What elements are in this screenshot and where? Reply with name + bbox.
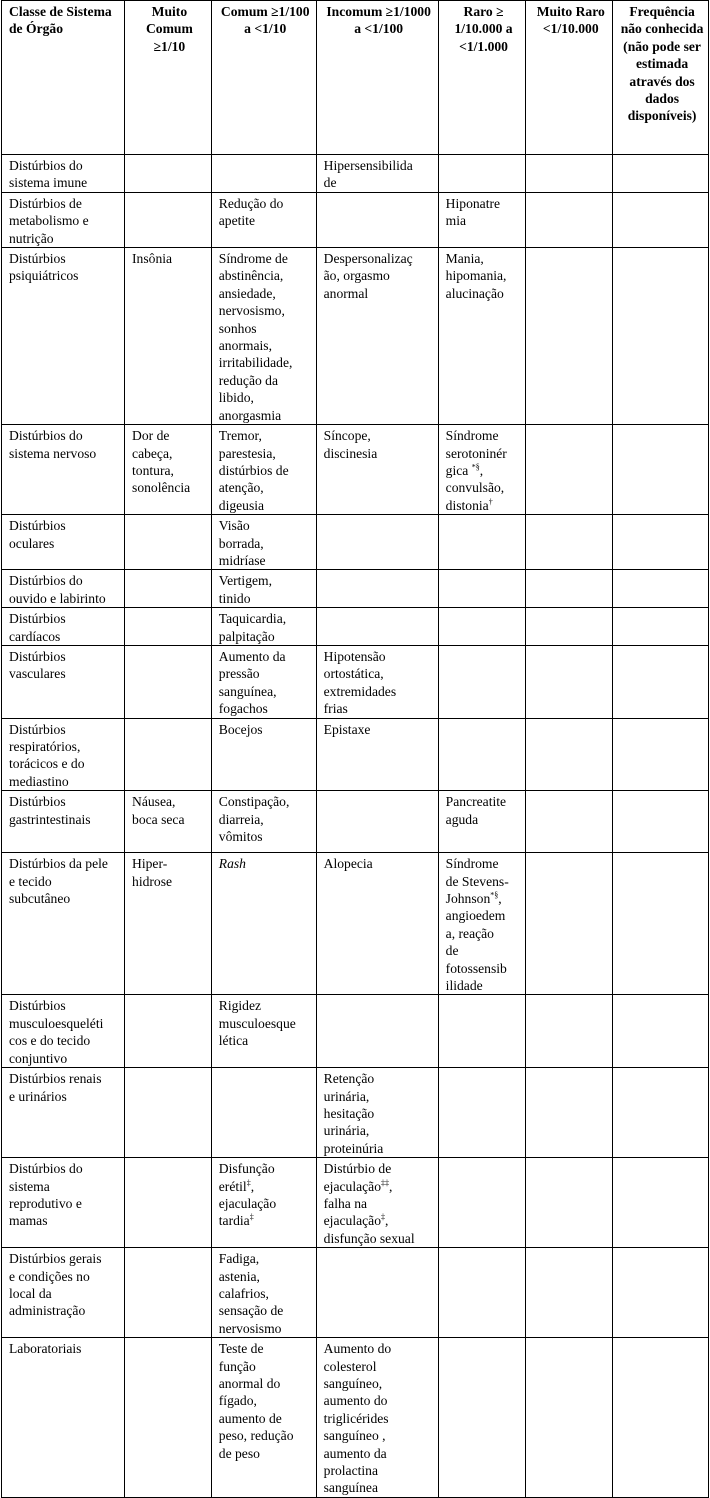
common-cell <box>211 1068 316 1158</box>
cell-text: Taquicardia, palpitação <box>218 611 287 644</box>
organ-class-cell <box>2 1068 125 1158</box>
header-label: Classe de Sistema de Órgão <box>9 4 112 37</box>
cell-text: Insônia <box>132 251 173 267</box>
cell-text: Distúrbio de ejaculação‡‡, falha na ejaculação‡, disfunção sexual <box>323 1161 415 1246</box>
organ-class-cell <box>2 995 125 1068</box>
unknown-frequency-cell <box>613 248 709 425</box>
uncommon-cell <box>316 155 438 193</box>
header-label: Comum ≥1/100 a <1/10 <box>220 4 310 37</box>
very-common-cell <box>125 1248 212 1338</box>
table-row <box>2 1068 709 1158</box>
very-common-cell <box>125 1158 212 1248</box>
organ-class-cell <box>2 155 125 193</box>
organ-class-cell <box>2 1338 125 1498</box>
rare-cell <box>438 791 526 853</box>
very-common-cell <box>125 1068 212 1158</box>
common-cell <box>211 570 316 608</box>
rare-cell <box>438 570 526 608</box>
rare-cell <box>438 718 526 791</box>
cell-text: Hiper- hidrose <box>132 856 173 889</box>
common-cell <box>211 608 316 646</box>
cell-text: Constipação, diarreia, vômitos <box>218 794 290 845</box>
uncommon-cell <box>316 1248 438 1338</box>
organ-class-cell <box>2 515 125 570</box>
cell-text: Distúrbios oculares <box>9 518 66 551</box>
very-common-cell <box>125 853 212 995</box>
rare-cell <box>438 995 526 1068</box>
uncommon-cell <box>316 1158 438 1248</box>
common-cell <box>211 791 316 853</box>
rare-cell <box>438 608 526 646</box>
very-common-cell <box>125 425 212 515</box>
table-row <box>2 853 709 995</box>
table-row <box>2 1248 709 1338</box>
cell-text: Vertigem, tinido <box>218 573 272 606</box>
cell-text: Síndrome de Stevens- Johnson*§, angioedem a, reação de fotossensib ilidade <box>445 856 509 994</box>
very-rare-cell <box>526 1248 613 1338</box>
cell-text: Distúrbios vasculares <box>9 648 66 682</box>
header-label: Frequência não conhecida (não pode ser estimada através dos dados disponíveis) <box>620 4 704 124</box>
header-label: Muito Raro <1/10.000 <box>536 4 605 37</box>
table-row <box>2 608 709 646</box>
cell-text: Dor de cabeça, tontura, sonolência <box>132 428 191 496</box>
cell-text: Distúrbios do ouvido e labirinto <box>9 573 106 606</box>
uncommon-cell <box>316 645 438 718</box>
very-rare-cell <box>526 248 613 425</box>
very-common-cell <box>125 645 212 718</box>
cell-text: Visão borrada, midríase <box>218 518 266 568</box>
adverse-reactions-table <box>1 0 709 1498</box>
cell-text: Teste de função anormal do fígado, aumento de peso, redução de peso <box>218 1341 294 1461</box>
uncommon-cell <box>316 1338 438 1498</box>
cell-text: Aumento da pressão sanguínea, fogachos <box>218 648 286 717</box>
header-row <box>2 1 709 155</box>
very-common-cell <box>125 791 212 853</box>
cell-text: Síncope, discinesia <box>323 428 378 461</box>
unknown-frequency-cell <box>613 718 709 791</box>
unknown-frequency-cell <box>613 155 709 193</box>
uncommon-cell <box>316 791 438 853</box>
very-rare-cell <box>526 192 613 247</box>
very-rare-cell <box>526 718 613 791</box>
header-organ-class <box>2 1 125 155</box>
uncommon-cell <box>316 425 438 515</box>
very-rare-cell <box>526 155 613 193</box>
very-common-cell <box>125 718 212 791</box>
rare-cell <box>438 1338 526 1498</box>
cell-text: Despersonalizaç ão, orgasmo anormal <box>323 251 413 301</box>
common-cell <box>211 995 316 1068</box>
common-cell <box>211 425 316 515</box>
very-rare-cell <box>526 608 613 646</box>
cell-text: Distúrbios de metabolismo e nutrição <box>9 195 89 246</box>
cell-text: Rash <box>218 856 246 872</box>
cell-text: Síndrome de abstinência, ansiedade, nervosismo, sonhos anormais, irritabilidade, redução da libido, anorgasmia <box>218 251 293 423</box>
organ-class-cell <box>2 853 125 995</box>
table-row <box>2 995 709 1068</box>
very-common-cell <box>125 155 212 193</box>
very-common-cell <box>125 1338 212 1498</box>
cell-text: Distúrbios renais e urinários <box>9 1071 102 1104</box>
organ-class-cell <box>2 718 125 791</box>
organ-class-cell <box>2 791 125 853</box>
uncommon-cell <box>316 995 438 1068</box>
cell-text: Distúrbios gerais e condições no local da administração <box>9 1251 102 1319</box>
table-row <box>2 718 709 791</box>
cell-text: Hipotensão ortostática, extremidades frias <box>323 648 397 717</box>
rare-cell <box>438 155 526 193</box>
very-rare-cell <box>526 570 613 608</box>
table-row <box>2 515 709 570</box>
table-row <box>2 248 709 425</box>
organ-class-cell <box>2 425 125 515</box>
cell-text: Disfunção erétil‡, ejaculação tardia‡ <box>218 1161 277 1229</box>
header-label: Incomum ≥1/1000 a <1/100 <box>326 4 431 37</box>
unknown-frequency-cell <box>613 853 709 995</box>
uncommon-cell <box>316 1068 438 1158</box>
common-cell <box>211 718 316 791</box>
organ-class-cell <box>2 192 125 247</box>
uncommon-cell <box>316 853 438 995</box>
common-cell <box>211 192 316 247</box>
uncommon-cell <box>316 515 438 570</box>
rare-cell <box>438 192 526 247</box>
cell-text: Fadiga, astenia, calafrios, sensação de nervosismo <box>218 1251 284 1336</box>
very-rare-cell <box>526 995 613 1068</box>
very-rare-cell <box>526 515 613 570</box>
table-row <box>2 425 709 515</box>
cell-text: Pancreatite aguda <box>445 794 507 827</box>
table-row <box>2 192 709 247</box>
very-common-cell <box>125 995 212 1068</box>
cell-text: Distúrbios cardíacos <box>9 611 66 644</box>
cell-text: Náusea, boca seca <box>132 794 185 827</box>
table-body <box>2 155 709 1498</box>
unknown-frequency-cell <box>613 1338 709 1498</box>
cell-text: Distúrbios musculoesqueléti cos e do tecido conjuntivo <box>9 998 104 1066</box>
cell-text: Tremor, parestesia, distúrbios de atenção, digeusia <box>218 428 289 513</box>
cell-text: Distúrbios do sistema reprodutivo e mamas <box>9 1161 83 1229</box>
organ-class-cell <box>2 608 125 646</box>
header-common <box>211 1 316 155</box>
cell-text: Laboratoriais <box>9 1341 82 1357</box>
header-unknown-frequency <box>613 1 709 155</box>
very-rare-cell <box>526 1338 613 1498</box>
rare-cell <box>438 853 526 995</box>
unknown-frequency-cell <box>613 1158 709 1248</box>
rare-cell <box>438 248 526 425</box>
table-row <box>2 791 709 853</box>
table-row <box>2 1338 709 1498</box>
organ-class-cell <box>2 1158 125 1248</box>
header-label: Muito Comum ≥1/10 <box>145 4 193 54</box>
very-rare-cell <box>526 425 613 515</box>
cell-text: Distúrbios da pele e tecido subcutâneo <box>9 856 108 907</box>
rare-cell <box>438 1248 526 1338</box>
common-cell <box>211 1248 316 1338</box>
rare-cell <box>438 425 526 515</box>
cell-text: Redução do apetite <box>218 195 284 229</box>
very-rare-cell <box>526 645 613 718</box>
table-row <box>2 155 709 193</box>
rare-cell <box>438 1068 526 1158</box>
very-common-cell <box>125 192 212 247</box>
cell-text: Aumento do colesterol sanguíneo, aumento do triglicérides sanguíneo , aumento da prolactina sanguínea <box>323 1341 392 1496</box>
very-rare-cell <box>526 853 613 995</box>
rare-cell <box>438 1158 526 1248</box>
very-common-cell <box>125 608 212 646</box>
cell-text: Epistaxe <box>323 721 371 737</box>
unknown-frequency-cell <box>613 515 709 570</box>
unknown-frequency-cell <box>613 995 709 1068</box>
unknown-frequency-cell <box>613 1068 709 1158</box>
table-row <box>2 645 709 718</box>
cell-text: Distúrbios do sistema imune <box>9 158 88 191</box>
cell-text: Distúrbios do sistema nervoso <box>9 428 97 461</box>
uncommon-cell <box>316 570 438 608</box>
unknown-frequency-cell <box>613 425 709 515</box>
header-label: Raro ≥ 1/10.000 a <1/1.000 <box>454 4 513 54</box>
very-common-cell <box>125 570 212 608</box>
uncommon-cell <box>316 248 438 425</box>
organ-class-cell <box>2 248 125 425</box>
very-common-cell <box>125 248 212 425</box>
unknown-frequency-cell <box>613 1248 709 1338</box>
cell-text: Distúrbios gastrintestinais <box>9 794 91 827</box>
common-cell <box>211 645 316 718</box>
cell-text: Síndrome serotoninér gica *§, convulsão, distonia† <box>445 428 507 513</box>
rare-cell <box>438 515 526 570</box>
common-cell <box>211 515 316 570</box>
organ-class-cell <box>2 570 125 608</box>
cell-text: Bocejos <box>218 721 263 737</box>
header-very-rare <box>526 1 613 155</box>
cell-text: Retenção urinária, hesitação urinária, proteinúria <box>323 1071 384 1156</box>
unknown-frequency-cell <box>613 645 709 718</box>
common-cell <box>211 155 316 193</box>
header-very-common <box>125 1 212 155</box>
uncommon-cell <box>316 192 438 247</box>
very-rare-cell <box>526 1068 613 1158</box>
table-row <box>2 570 709 608</box>
unknown-frequency-cell <box>613 570 709 608</box>
uncommon-cell <box>316 608 438 646</box>
common-cell <box>211 1158 316 1248</box>
very-common-cell <box>125 515 212 570</box>
unknown-frequency-cell <box>613 608 709 646</box>
common-cell <box>211 1338 316 1498</box>
common-cell <box>211 853 316 995</box>
header-rare <box>438 1 526 155</box>
header-uncommon <box>316 1 438 155</box>
unknown-frequency-cell <box>613 791 709 853</box>
cell-text: Rigidez musculoesque lética <box>218 998 296 1049</box>
unknown-frequency-cell <box>613 192 709 247</box>
common-cell <box>211 248 316 425</box>
uncommon-cell <box>316 718 438 791</box>
cell-text: Alopecia <box>323 856 373 872</box>
organ-class-cell <box>2 645 125 718</box>
rare-cell <box>438 645 526 718</box>
cell-text: Mania, hipomania, alucinação <box>445 251 507 301</box>
cell-text: Distúrbios psiquiátricos <box>9 251 79 284</box>
cell-text: Distúrbios respiratórios, torácicos e do mediastino <box>9 721 85 789</box>
very-rare-cell <box>526 1158 613 1248</box>
very-rare-cell <box>526 791 613 853</box>
cell-text: Hipersensibilida de <box>323 158 413 191</box>
table-row <box>2 1158 709 1248</box>
organ-class-cell <box>2 1248 125 1338</box>
cell-text: Hiponatre mia <box>445 195 501 229</box>
